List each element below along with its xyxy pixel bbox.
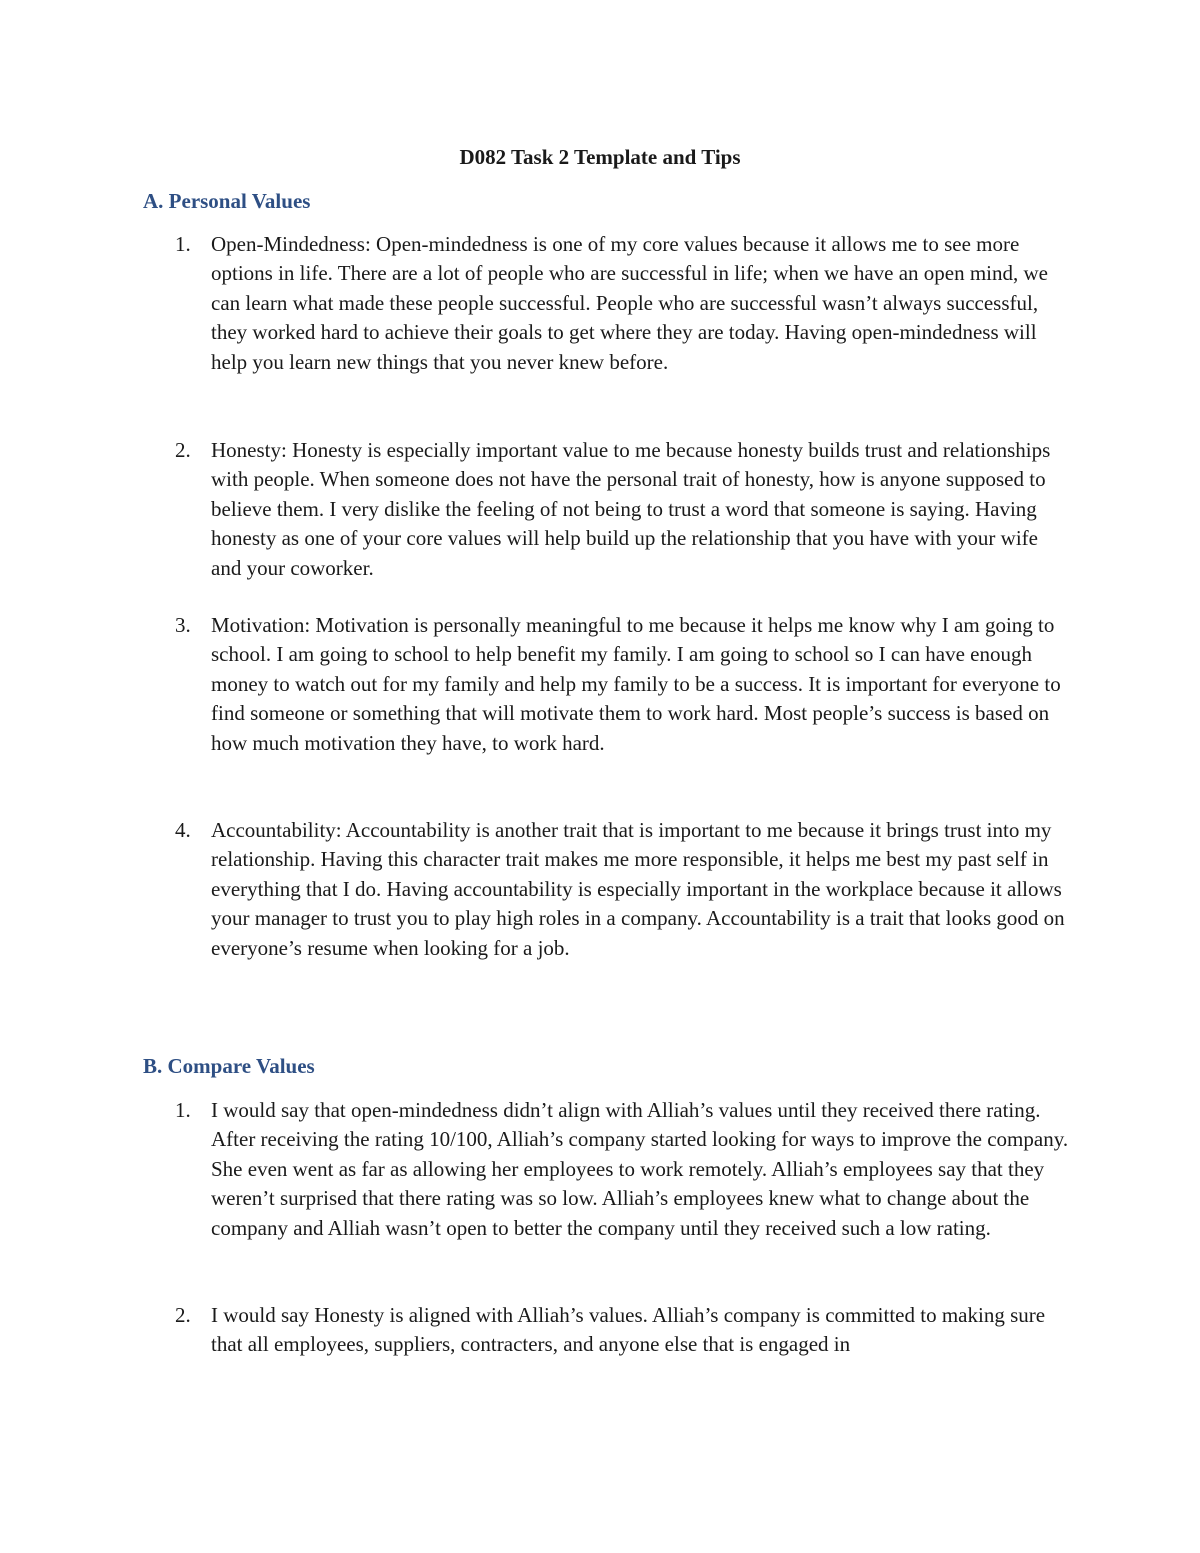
list-item-number: 1. [175, 1098, 191, 1122]
list-item-text: Honesty: Honesty is especially important value to me because honesty builds trust and relationships with people. When someone does not have the personal trait of honesty, how is anyone supposed to believe them. I very dislike the feeling of not being to trust a word that someone is saying. Having honesty as one of your core values will help build up the relationship that you have with your wife and your coworker. [211, 438, 1051, 580]
list-item-text: Motivation: Motivation is personally meaningful to me because it helps me know why I am going to school. I am going to school to help benefit my family. I am going to school so I can have enough money to watch out for my family and help my family to be a success. It is important for everyone to find someone or something that will motivate them to work hard. Most people’s success is based on how much motivation they have, to work hard. [211, 613, 1061, 755]
list-item [175, 230, 1075, 377]
list-item-number: 3. [175, 613, 191, 637]
list-item [175, 816, 1075, 963]
list-item-text: Accountability: Accountability is another trait that is important to me because it brings trust into my relationship. Having this character trait makes me more responsible, it helps me best my past self in everything that I do. Having accountability is especially important in the workplace because it allows your manager to trust you to play high roles in a company. Accountability is a trait that looks good on everyone’s resume when looking for a job. [211, 818, 1065, 960]
page-title: D082 Task 2 Template and Tips [459, 145, 741, 169]
list-item-number: 2. [175, 1303, 191, 1327]
list-item-number: 4. [175, 818, 191, 842]
list-item-text: Open-Mindedness: Open-mindedness is one of my core values because it allows me to see more options in life. There are a lot of people who are successful in life; when we have an open mind, we can learn what made these people successful. People who are successful wasn’t always successful, they worked hard to achieve their goals to get where they are today. Having open-mindedness will help you learn new things that you never knew before. [211, 232, 1049, 374]
list-item-text: I would say that open-mindedness didn’t align with Alliah’s values until they received there rating. After receiving the rating 10/100, Alliah’s company started looking for ways to improve the company. She even went as far as allowing her employees to work remotely. Alliah’s employees say that they weren’t surprised that there rating was so low. Alliah’s employees knew what to change about the company and Alliah wasn’t open to better the company until they received such a low rating. [211, 1098, 1069, 1240]
section-heading-compare-values: B. Compare Values [143, 1054, 315, 1078]
list-item-text: I would say Honesty is aligned with Alliah’s values. Alliah’s company is committed to making sure that all employees, suppliers, contracters, and anyone else that is engaged in [211, 1303, 1046, 1357]
list-item [175, 1096, 1075, 1243]
list-item [175, 436, 1075, 583]
list-item [175, 611, 1075, 758]
list-item [175, 1301, 1075, 1360]
section-heading-personal-values: A. Personal Values [143, 189, 311, 213]
list-item-number: 1. [175, 232, 191, 256]
list-item-number: 2. [175, 438, 191, 462]
